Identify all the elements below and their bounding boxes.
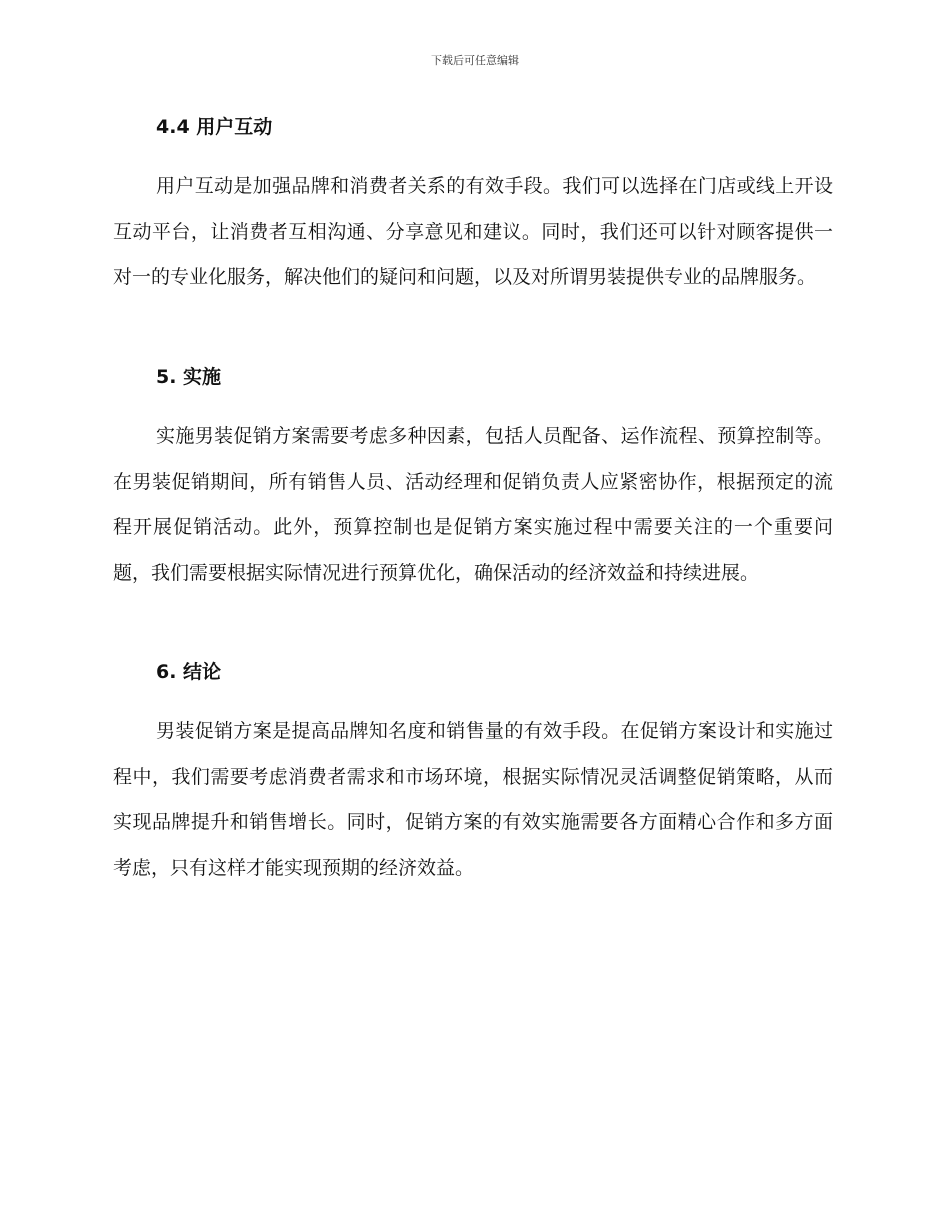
section-heading: 5. 实施 <box>156 366 222 388</box>
section-heading: 4.4 用户互动 <box>156 116 273 138</box>
page-header: 下载后可任意编辑 <box>431 54 519 67</box>
section-paragraph: 用户互动是加强品牌和消费者关系的有效手段。我们可以选择在门店或线上开设互动平台，让消费者互相沟通、分享意见和建议。同时，我们还可以针对顾客提供一对一的专业化服务，解决他们的疑问和问题，以及对所谓男装提供专业的品牌服务。 <box>113 175 833 289</box>
section-heading: 6. 结论 <box>156 661 222 683</box>
section-paragraph: 男装促销方案是提高品牌知名度和销售量的有效手段。在促销方案设计和实施过程中，我们需要考虑消费者需求和市场环境，根据实际情况灵活调整促销策略，从而实现品牌提升和销售增长。同时，促销方案的有效实施需要各方面精心合作和多方面考虑，只有这样才能实现预期的经济效益。 <box>113 720 833 879</box>
section-user-interaction <box>113 110 833 289</box>
section-conclusion <box>113 655 833 879</box>
section-implementation <box>113 360 833 584</box>
section-paragraph: 实施男装促销方案需要考虑多种因素，包括人员配备、运作流程、预算控制等。在男装促销期间，所有销售人员、活动经理和促销负责人应紧密协作，根据预定的流程开展促销活动。此外，预算控制也是促销方案实施过程中需要关注的一个重要问题，我们需要根据实际情况进行预算优化，确保活动的经济效益和持续进展。 <box>113 425 833 584</box>
